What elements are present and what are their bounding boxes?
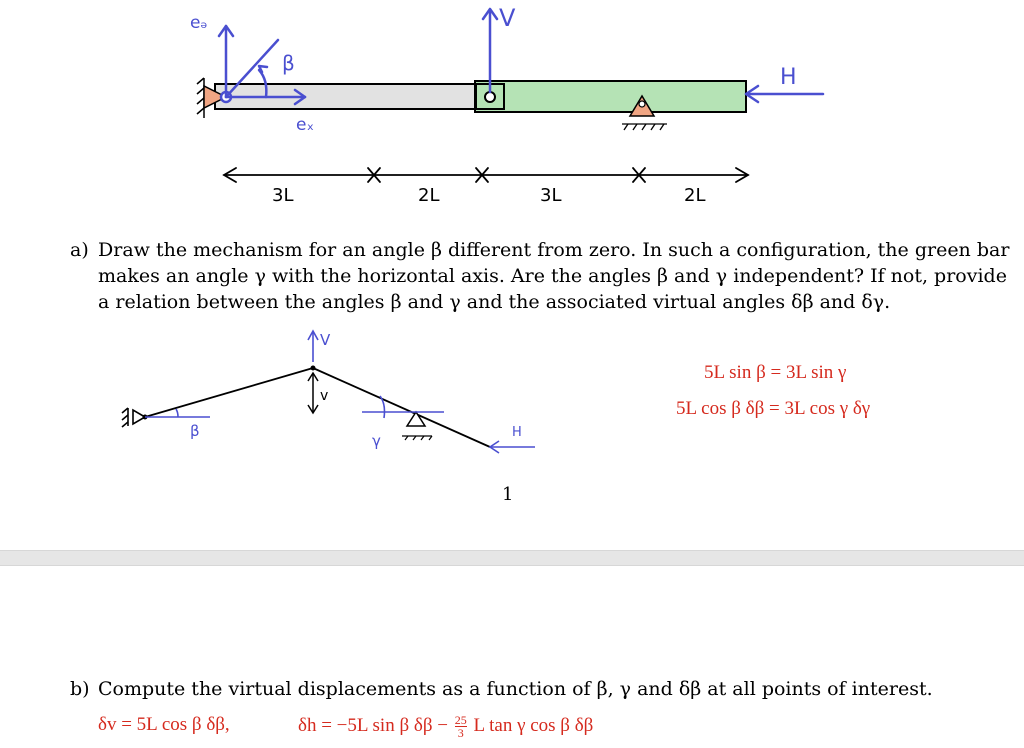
v-label: V	[499, 4, 516, 32]
fraction	[455, 714, 467, 739]
v-small-label: v	[320, 388, 329, 404]
answer-dh-suffix: L tan γ cos β δβ	[473, 714, 594, 736]
wall-hatch	[197, 78, 204, 118]
h-label: H	[780, 65, 797, 90]
hinge-pin	[485, 92, 495, 102]
dim-3l-a: 3L	[272, 185, 294, 206]
beam-figure	[0, 0, 1024, 220]
part-a-label: a)	[70, 239, 89, 261]
part-a-line-1: Draw the mechanism for an angle β different from zero. In such a configuration, the green bar	[98, 239, 1010, 261]
part-a	[0, 237, 1024, 317]
answer-dv: δv = 5L cos β δβ,	[98, 714, 230, 735]
beta-label: β	[282, 51, 295, 75]
page-number: 1	[502, 484, 514, 505]
bar-2	[313, 368, 490, 447]
answer-dh	[298, 714, 593, 739]
part-b-label: b)	[70, 678, 90, 700]
part-b-question: Compute the virtual displacements as a function of β, γ and δβ at all points of interest.	[98, 678, 933, 700]
h-label-2: H	[512, 425, 522, 440]
part-a-line-3: a relation between the angles β and γ and the associated virtual angles δβ and δγ.	[98, 291, 891, 313]
dim-2l-a: 2L	[418, 185, 440, 206]
v-label-2: V	[320, 331, 331, 349]
fraction-numerator: 25	[454, 713, 467, 727]
gamma-label-2: γ	[372, 432, 381, 450]
ey-label: eₔ	[190, 13, 208, 33]
green-bar	[475, 81, 746, 112]
fraction-denominator: 3	[457, 726, 464, 740]
part-a-line-2: makes an angle γ with the horizontal axis. Are the angles β and γ independent? If not, provide	[98, 265, 1007, 287]
equation-1: 5L sin β = 3L sin γ	[704, 362, 847, 383]
page-divider	[0, 550, 1024, 566]
answer-dh-prefix: δh = −5L sin β δβ −	[298, 714, 448, 736]
beta-label-2: β	[190, 422, 200, 440]
bar-1	[145, 368, 313, 417]
equation-2: 5L cos β δβ = 3L cos γ δγ	[676, 398, 871, 419]
roller-support-2	[407, 412, 425, 426]
part-b	[0, 676, 1024, 702]
ex-label: eₓ	[296, 115, 315, 135]
mechanism-figure	[0, 320, 560, 470]
dim-3l-b: 3L	[540, 185, 562, 206]
dim-2l-b: 2L	[684, 185, 706, 206]
ground-hatch	[622, 124, 667, 130]
dimension-line	[224, 168, 748, 182]
